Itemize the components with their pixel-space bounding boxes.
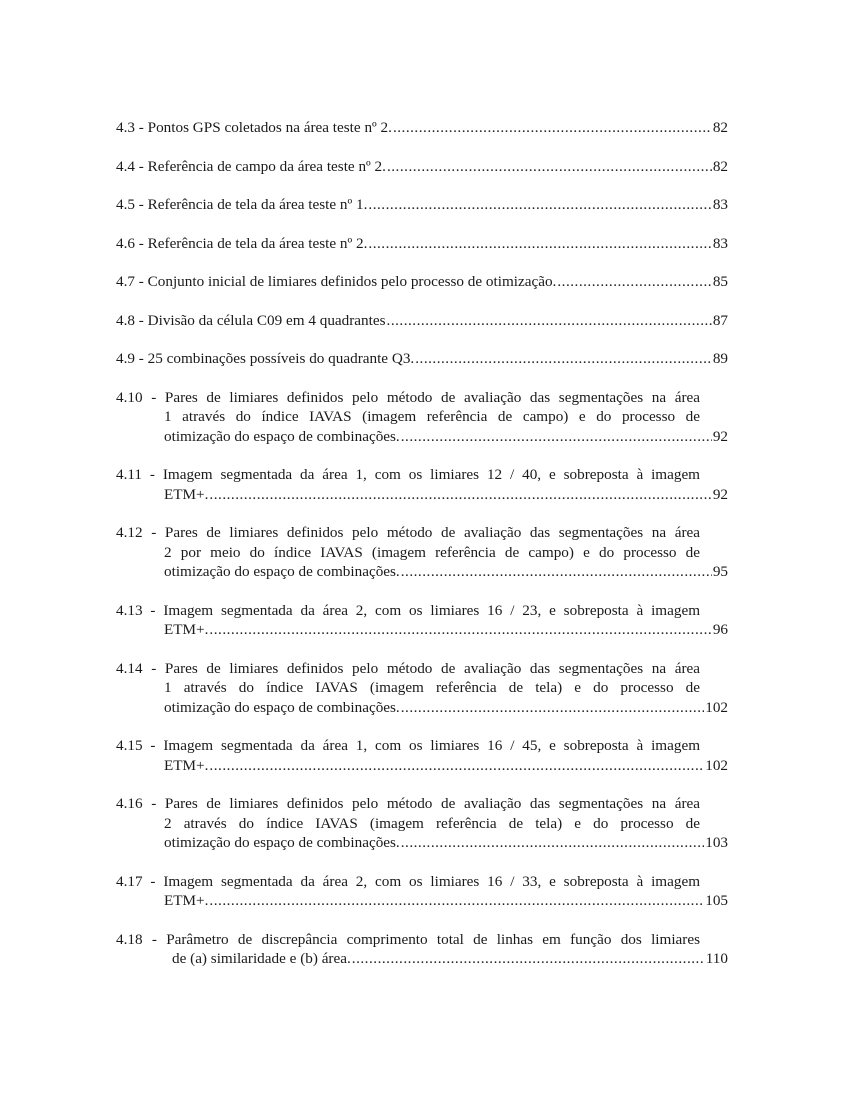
dot-leader bbox=[415, 349, 712, 369]
dot-leader bbox=[387, 157, 712, 177]
figure-number: 4.7 bbox=[116, 273, 135, 290]
figure-caption: Referência de tela da área teste nº 1. bbox=[147, 196, 368, 213]
dot-leader bbox=[393, 118, 712, 138]
figure-number: 4.14 bbox=[116, 659, 143, 677]
dot-leader bbox=[209, 891, 704, 911]
figure-caption: otimização do espaço de combinações. bbox=[164, 427, 400, 445]
toc-entry[interactable]: 4.15 - Imagem segmentada da área 1, com os limiares 16 / 45, e sobreposta à imagem ETM+. ..... 102 bbox=[116, 736, 728, 775]
figure-number: 4.10 bbox=[116, 388, 143, 406]
dot-leader bbox=[401, 562, 712, 582]
figure-caption: ETM+. bbox=[164, 485, 209, 503]
figure-caption: otimização do espaço de combinações. bbox=[164, 834, 400, 851]
toc-entry[interactable]: 4.8 - Divisão da célula C09 em 4 quadrantes ..... 87 bbox=[116, 311, 728, 331]
toc-entry[interactable]: 4.18 - Parâmetro de discrepância comprimento total de linhas em função dos limiares de (a) similaridade e (b) área. ..... 110 bbox=[116, 930, 728, 969]
page-number: 96 bbox=[712, 621, 728, 638]
figure-caption: Referência de campo da área teste nº 2. bbox=[147, 157, 386, 175]
figure-number: 4.13 bbox=[116, 601, 143, 619]
page-number: 92 bbox=[712, 427, 728, 445]
figure-caption-line: Imagem segmentada da área 1, com os limiares 16 / 45, e sobreposta à imagem bbox=[163, 737, 701, 754]
dot-leader bbox=[368, 234, 711, 254]
dot-leader bbox=[401, 427, 712, 447]
figure-caption-line: Imagem segmentada da área 1, com os limiares 12 / 40, e sobreposta à imagem bbox=[162, 466, 700, 483]
page-number: 85 bbox=[712, 273, 728, 290]
toc-entry[interactable]: 4.16 - Pares de limiares definidos pelo método de avaliação das segmentações na área 2 através do índice IAVAS (imagem referência de tela) e do processo de otimização do espaço de combinações. ..... 103 bbox=[116, 794, 728, 853]
figure-number: 4.3 bbox=[116, 119, 135, 136]
page-number: 83 bbox=[712, 234, 728, 252]
figure-caption: Referência de tela da área teste nº 2. bbox=[147, 234, 368, 252]
page-number: 105 bbox=[705, 892, 728, 909]
toc-entry[interactable]: 4.9 - 25 combinações possíveis do quadrante Q3. ..... 89 bbox=[116, 349, 728, 369]
figure-number: 4.9 bbox=[116, 350, 135, 367]
page-number: 89 bbox=[712, 350, 728, 367]
figure-number: 4.17 bbox=[116, 872, 143, 890]
page-number: 102 bbox=[705, 756, 728, 774]
figure-caption: ETM+. bbox=[164, 756, 209, 774]
figure-caption: de (a) similaridade e (b) área. bbox=[172, 950, 351, 967]
figure-number: 4.5 bbox=[116, 196, 135, 213]
page-number: 102 bbox=[705, 698, 728, 716]
figure-caption-line: Pares de limiares definidos pelo método de avaliação das segmentações na área bbox=[164, 524, 700, 541]
dot-leader bbox=[557, 272, 711, 292]
figure-caption-line: 2 por meio do índice IAVAS (imagem referência de campo) e do processo de bbox=[164, 543, 700, 561]
figure-number: 4.6 bbox=[116, 234, 135, 252]
figure-number: 4.15 bbox=[116, 737, 143, 754]
figure-caption: Pontos GPS coletados na área teste nº 2. bbox=[147, 119, 392, 136]
figure-caption: otimização do espaço de combinações. bbox=[164, 563, 400, 580]
figure-caption-line: 2 através do índice IAVAS (imagem referência de tela) e do processo de bbox=[164, 814, 700, 832]
page-number: 82 bbox=[712, 119, 728, 136]
dot-leader bbox=[352, 949, 705, 969]
dot-leader bbox=[401, 698, 704, 718]
page-number: 83 bbox=[712, 196, 728, 213]
toc-entry[interactable]: 4.12 - Pares de limiares definidos pelo método de avaliação das segmentações na área 2 por meio do índice IAVAS (imagem referência de campo) e do processo de otimização do espaço de combinações. ..... 95 bbox=[116, 523, 728, 582]
figure-caption-line: Pares de limiares definidos pelo método de avaliação das segmentações na área bbox=[164, 795, 700, 812]
toc-entry[interactable]: 4.17 - Imagem segmentada da área 2, com os limiares 16 / 33, e sobreposta à imagem ETM+. ..... 105 bbox=[116, 872, 728, 911]
page-number: 82 bbox=[712, 157, 728, 175]
figure-caption-line: Imagem segmentada da área 2, com os limiares 16 / 33, e sobreposta à imagem bbox=[163, 872, 701, 890]
figure-caption: ETM+. bbox=[164, 621, 209, 638]
figure-caption-line: Imagem segmentada da área 2, com os limiares 16 / 23, e sobreposta à imagem bbox=[163, 601, 701, 619]
figure-caption: Conjunto inicial de limiares definidos pelo processo de otimização. bbox=[147, 273, 557, 290]
figure-caption: Divisão da célula C09 em 4 quadrantes bbox=[147, 311, 386, 329]
dot-leader bbox=[209, 756, 704, 776]
figure-number: 4.12 bbox=[116, 524, 143, 541]
figure-caption: 25 combinações possíveis do quadrante Q3. bbox=[147, 350, 415, 367]
toc-entry[interactable]: 4.3 - Pontos GPS coletados na área teste nº 2. ..... 82 bbox=[116, 118, 728, 138]
toc-entry[interactable]: 4.6 - Referência de tela da área teste nº 2. ..... 83 bbox=[116, 234, 728, 254]
figure-number: 4.16 bbox=[116, 795, 143, 812]
figure-caption: otimização do espaço de combinações. bbox=[164, 698, 400, 716]
list-of-figures bbox=[116, 118, 728, 988]
toc-entry[interactable]: 4.4 - Referência de campo da área teste nº 2. ..... 82 bbox=[116, 157, 728, 177]
dot-leader bbox=[368, 195, 711, 215]
figure-number: 4.11 bbox=[116, 466, 143, 483]
figure-caption: ETM+. bbox=[164, 892, 209, 909]
page-number: 87 bbox=[712, 311, 728, 329]
figure-caption-line: Pares de limiares definidos pelo método de avaliação das segmentações na área bbox=[164, 388, 700, 406]
dot-leader bbox=[209, 485, 711, 505]
page-number: 103 bbox=[705, 834, 728, 851]
page-number: 92 bbox=[712, 485, 728, 503]
toc-entry[interactable]: 4.10 - Pares de limiares definidos pelo método de avaliação das segmentações na área 1 através do índice IAVAS (imagem referência de campo) e do processo de otimização do espaço de combinações. ..... 92 bbox=[116, 388, 728, 447]
figure-caption-line: 1 através do índice IAVAS (imagem referência de tela) e do processo de bbox=[164, 679, 700, 696]
page-number: 110 bbox=[705, 950, 728, 967]
toc-entry[interactable]: 4.11 - Imagem segmentada da área 1, com os limiares 12 / 40, e sobreposta à imagem ETM+. ..... 92 bbox=[116, 465, 728, 504]
figure-caption-line: Pares de limiares definidos pelo método de avaliação das segmentações na área bbox=[164, 659, 700, 677]
dot-leader bbox=[401, 833, 704, 853]
figure-caption-line: Parâmetro de discrepância comprimento total de linhas em função dos limiares bbox=[166, 930, 701, 948]
toc-entry[interactable]: 4.5 - Referência de tela da área teste nº 1. ..... 83 bbox=[116, 195, 728, 215]
toc-entry[interactable]: 4.13 - Imagem segmentada da área 2, com os limiares 16 / 23, e sobreposta à imagem ETM+. ..... 96 bbox=[116, 601, 728, 640]
dot-leader bbox=[209, 620, 711, 640]
toc-entry[interactable]: 4.7 - Conjunto inicial de limiares definidos pelo processo de otimização. ..... 85 bbox=[116, 272, 728, 292]
page-number: 95 bbox=[712, 563, 728, 580]
figure-caption-line: 1 através do índice IAVAS (imagem referência de campo) e do processo de bbox=[164, 408, 700, 425]
dot-leader bbox=[387, 311, 712, 331]
toc-entry[interactable]: 4.14 - Pares de limiares definidos pelo método de avaliação das segmentações na área 1 através do índice IAVAS (imagem referência de tela) e do processo de otimização do espaço de combinações. ..... 102 bbox=[116, 659, 728, 718]
figure-number: 4.18 bbox=[116, 930, 143, 948]
figure-number: 4.8 bbox=[116, 311, 135, 329]
figure-number: 4.4 bbox=[116, 157, 135, 175]
